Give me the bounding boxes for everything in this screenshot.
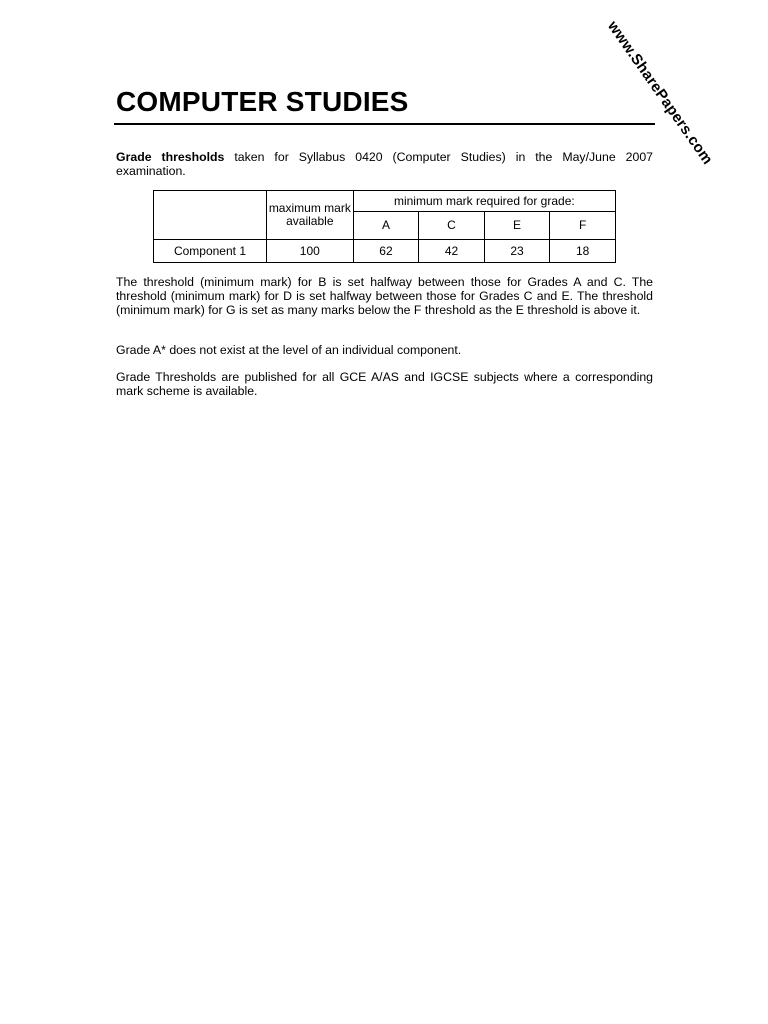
watermark-text: www.SharePapers.com: [604, 18, 717, 168]
grade-header-c: C: [419, 212, 485, 240]
row-label: Component 1: [154, 240, 267, 263]
grade-c-cell: 42: [419, 240, 485, 263]
grade-f-cell: 18: [550, 240, 616, 263]
intro-text: taken for Syllabus 0420 (Computer Studies) in the May/June 2007 examination.: [116, 150, 653, 178]
grade-e-cell: 23: [484, 240, 550, 263]
grade-a-star-note: Grade A* does not exist at the level of an individual component.: [116, 343, 462, 357]
required-mark-header: minimum mark required for grade:: [353, 191, 615, 212]
max-mark-header: maximum mark available: [266, 191, 353, 240]
publication-note: Grade Thresholds are published for all GCE A/AS and IGCSE subjects where a corresponding mark scheme is available.: [116, 370, 653, 398]
grade-header-e: E: [484, 212, 550, 240]
grade-threshold-table: [153, 190, 616, 263]
grade-header-f: F: [550, 212, 616, 240]
table-corner-cell: [154, 191, 267, 240]
title-divider: [114, 123, 655, 125]
threshold-explanation-paragraph: The threshold (minimum mark) for B is set halfway between those for Grades A and C. The threshold (minimum mark) for D is set halfway between those for Grades C and E. The threshold (minimum mark) for G is set as many marks below the F threshold as the E threshold is above it.: [116, 275, 653, 317]
intro-bold-lead: Grade thresholds: [116, 150, 225, 164]
table-row: [154, 240, 616, 263]
intro-paragraph: [116, 150, 653, 178]
grade-a-cell: 62: [353, 240, 419, 263]
page-title: COMPUTER STUDIES: [116, 86, 409, 117]
max-mark-cell: 100: [266, 240, 353, 263]
grade-header-a: A: [353, 212, 419, 240]
